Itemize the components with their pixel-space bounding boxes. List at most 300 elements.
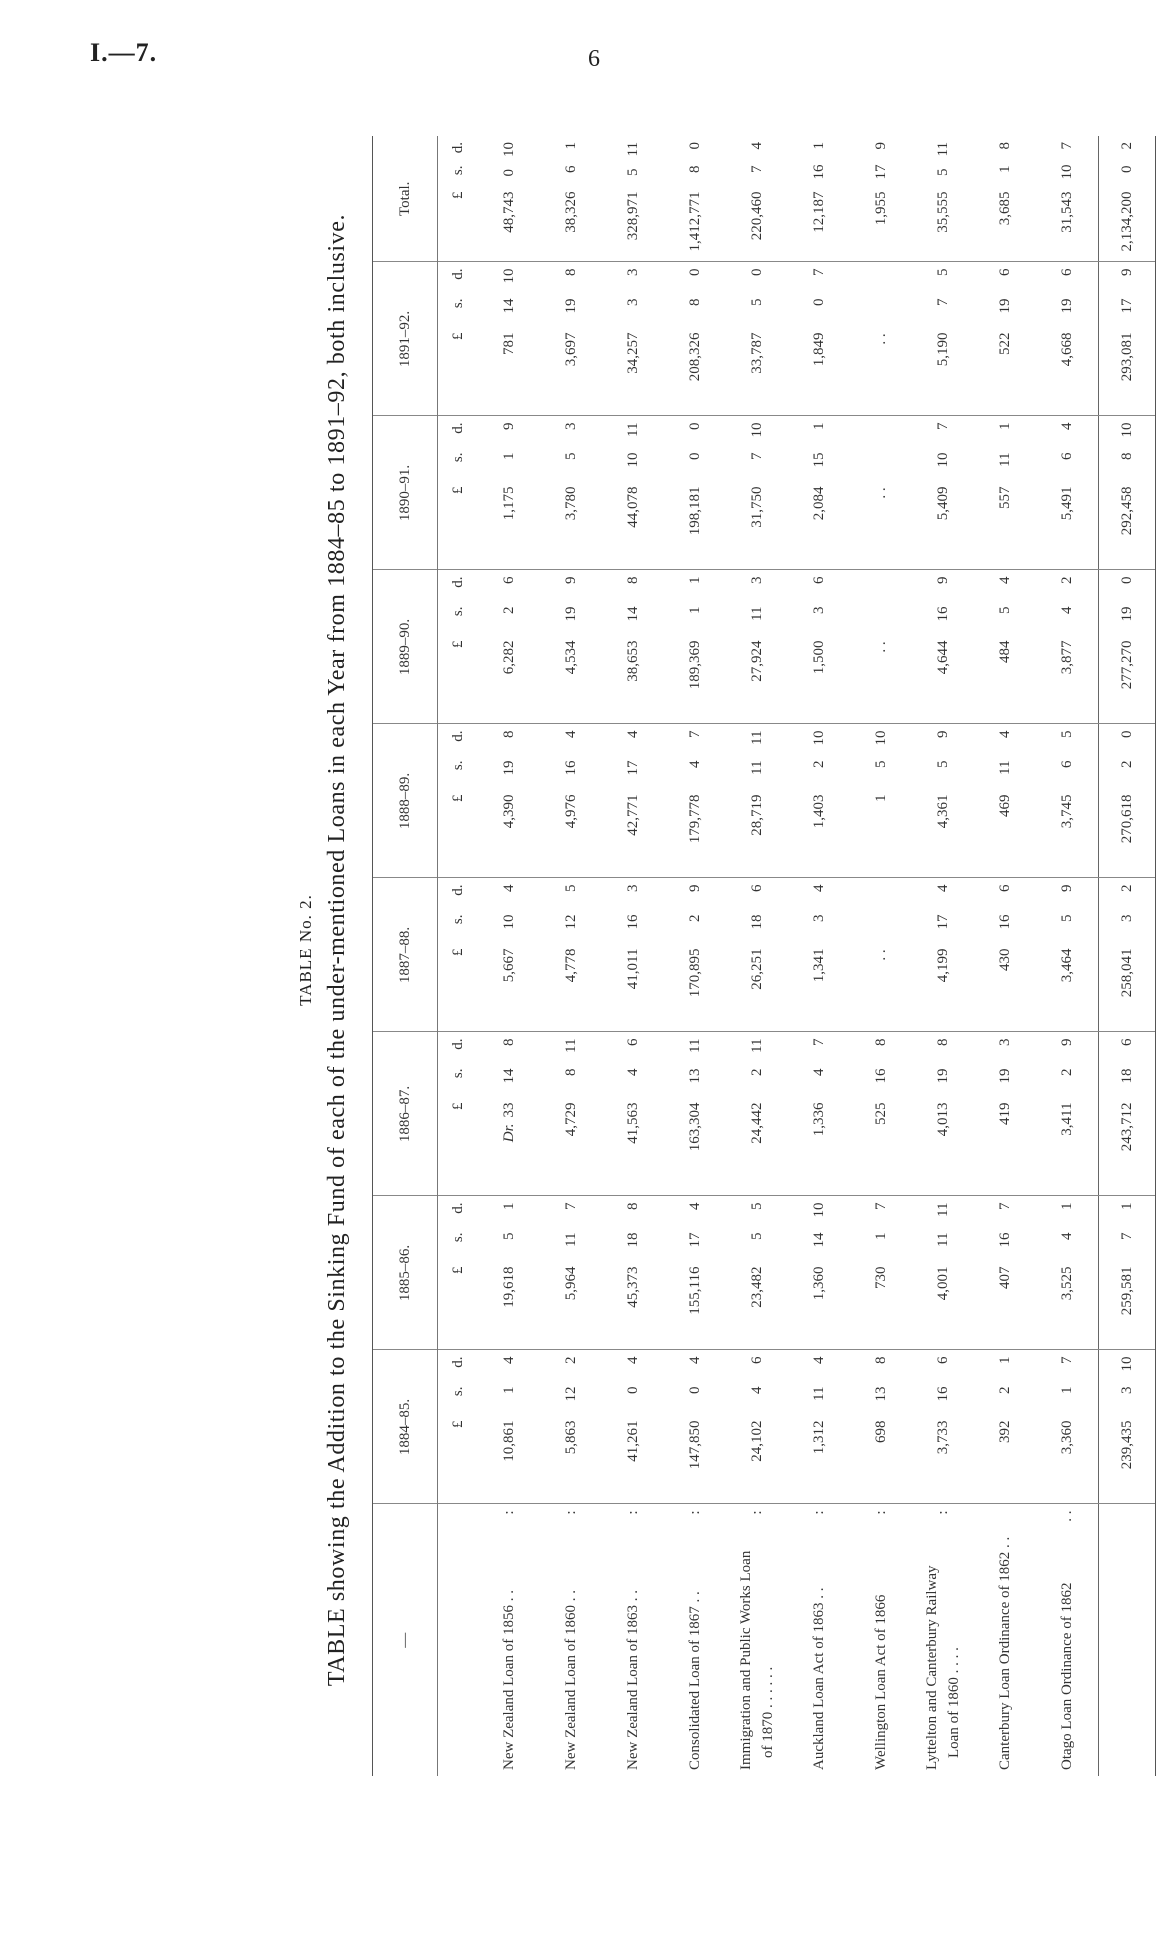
shillings-value: 17 [934, 914, 951, 930]
pounds-value: 1,336 [810, 1102, 827, 1137]
pounds-value: 781 [500, 332, 517, 355]
leader-dots: : [935, 1510, 951, 1515]
shillings-value: 16 [810, 164, 827, 180]
pound-unit: £ [449, 486, 466, 494]
amount-cell [478, 262, 540, 416]
shillings-value: 19 [500, 760, 517, 776]
loan-label [664, 1504, 726, 1776]
amount-cell [1099, 262, 1156, 416]
loan-label [974, 1504, 1036, 1776]
shillings-value: 8 [562, 1068, 579, 1076]
shillings-value: 3 [1118, 1386, 1135, 1394]
totals-label-blank [1099, 1504, 1156, 1776]
amount-cell [974, 878, 1036, 1032]
shillings-value: 19 [562, 606, 579, 622]
loan-row [788, 136, 850, 1776]
unit-header [438, 724, 479, 878]
year-header: 1884–85. [373, 1350, 438, 1504]
pence-value: 8 [996, 142, 1013, 150]
pounds-value: 522 [996, 332, 1013, 355]
shilling-unit: s. [449, 760, 466, 771]
year-header: 1886–87. [373, 1032, 438, 1196]
year-header: 1889–90. [373, 570, 438, 724]
shillings-value: 17 [1118, 298, 1135, 314]
shillings-value: 11 [562, 1232, 579, 1247]
pence-value: 4 [996, 576, 1013, 584]
pence-value: 0 [1118, 730, 1135, 738]
shillings-value: 5 [1058, 914, 1075, 922]
shillings-value: 5 [934, 168, 951, 176]
shillings-value: 2 [1118, 760, 1135, 768]
amount-cell [478, 1032, 540, 1196]
loan-label [478, 1504, 540, 1776]
pounds-value: 5,190 [934, 332, 951, 367]
pence-value: 1 [810, 142, 827, 150]
shillings-value: 4 [810, 1068, 827, 1076]
pence-value: 11 [624, 422, 641, 437]
pence-value: 8 [872, 1356, 889, 1364]
amount-cell [912, 136, 974, 262]
shillings-value: 6 [1058, 760, 1075, 768]
amount-cell [850, 724, 912, 878]
shillings-value: 16 [934, 606, 951, 622]
pence-value: 10 [500, 142, 517, 157]
loan-row [478, 136, 540, 1776]
loan-name: Wellington Loan Act of 1866 [873, 1594, 889, 1770]
amount-cell [540, 878, 602, 1032]
pounds-value: 469 [996, 794, 1013, 817]
shillings-value: 5 [748, 298, 765, 306]
shillings-value: 19 [996, 1068, 1013, 1084]
unit-header [438, 1032, 479, 1196]
amount-cell [850, 262, 912, 416]
shillings-value: 2 [810, 760, 827, 768]
shillings-value: 8 [686, 298, 703, 306]
pence-value: 11 [562, 1038, 579, 1053]
shilling-unit: s. [449, 606, 466, 617]
pence-value: 6 [1118, 1038, 1135, 1046]
shillings-value: 17 [624, 760, 641, 776]
unit-header [438, 136, 479, 262]
shillings-value: 13 [686, 1068, 703, 1084]
amount-cell [850, 1032, 912, 1196]
shillings-value: 16 [996, 914, 1013, 930]
debit-prefix: Dr. [500, 1123, 517, 1143]
nil-mark: . . [872, 487, 889, 499]
nil-mark: . . [872, 641, 889, 653]
amount-cell [602, 878, 664, 1032]
shillings-value: 18 [748, 914, 765, 930]
pence-unit: d. [449, 142, 466, 154]
loan-name: Canterbury Loan Ordinance of 1862 . . [997, 1536, 1013, 1770]
shillings-value: 3 [810, 914, 827, 922]
pence-value: 6 [810, 576, 827, 584]
amount-cell [1036, 1350, 1099, 1504]
amount-cell [602, 570, 664, 724]
nil-mark: . . [872, 949, 889, 961]
shillings-value: 12 [562, 914, 579, 930]
amount-cell [1036, 570, 1099, 724]
pounds-value: 10,861 [500, 1420, 517, 1462]
loan-name: Auckland Loan Act of 1863 . . [811, 1587, 827, 1770]
pounds-value: 419 [996, 1102, 1013, 1125]
shillings-value: 1 [500, 452, 517, 460]
pence-value: 7 [686, 730, 703, 738]
amount-cell [664, 878, 726, 1032]
pence-unit: d. [449, 884, 466, 896]
pounds-value: 4,976 [562, 794, 579, 829]
amount-cell [788, 136, 850, 262]
pence-value: 7 [562, 1202, 579, 1210]
amount-cell [540, 1196, 602, 1350]
pence-value: 5 [934, 268, 951, 276]
amount-cell [664, 570, 726, 724]
pounds-value: 208,326 [686, 332, 703, 382]
loan-label [1036, 1504, 1099, 1776]
pounds-value: 1 [872, 794, 889, 802]
amount-cell [974, 1032, 1036, 1196]
shillings-value: 2 [686, 914, 703, 922]
pence-value: 5 [748, 1202, 765, 1210]
pounds-value: 35,555 [934, 191, 951, 233]
amount-cell [478, 136, 540, 262]
pounds-value: 41,563 [624, 1102, 641, 1144]
nil-mark: . . [872, 333, 889, 345]
shillings-value: 18 [1118, 1068, 1135, 1084]
amount-cell [1099, 724, 1156, 878]
shillings-value: 4 [686, 760, 703, 768]
pounds-value: 243,712 [1118, 1102, 1135, 1152]
loan-name: New Zealand Loan of 1863 . . [625, 1590, 641, 1770]
amount-cell [602, 1032, 664, 1196]
loan-name: New Zealand Loan of 1860 . . [563, 1590, 579, 1770]
pence-value: 11 [748, 1038, 765, 1053]
pence-value: 2 [562, 1356, 579, 1364]
shillings-value: 5 [624, 168, 641, 176]
pence-value: 6 [1058, 268, 1075, 276]
shillings-value: 5 [872, 760, 889, 768]
amount-cell [974, 570, 1036, 724]
shillings-value: 4 [1058, 606, 1075, 614]
pence-value: 9 [934, 576, 951, 584]
pounds-value: 147,850 [686, 1420, 703, 1470]
pounds-value: 525 [872, 1102, 889, 1125]
pence-value: 10 [872, 730, 889, 746]
unit-header [438, 262, 479, 416]
pence-value: 3 [996, 1038, 1013, 1046]
pence-value: 7 [810, 268, 827, 276]
loan-row [664, 136, 726, 1776]
shillings-value: 11 [996, 452, 1013, 467]
shillings-value: 7 [748, 165, 765, 173]
pence-value: 6 [996, 268, 1013, 276]
pounds-value: 3,733 [934, 1420, 951, 1455]
pounds-value: 1,175 [500, 486, 517, 521]
pounds-value: 27,924 [748, 640, 765, 682]
pound-unit: £ [449, 1266, 466, 1274]
pence-value: 0 [686, 422, 703, 430]
pence-value: 6 [748, 884, 765, 892]
amount-cell [850, 570, 912, 724]
pence-value: 1 [996, 1356, 1013, 1364]
pence-value: 6 [934, 1356, 951, 1364]
pounds-value: 277,270 [1118, 640, 1135, 690]
pence-value: 1 [1118, 1202, 1135, 1210]
pence-value: 6 [500, 576, 517, 584]
pounds-value: 698 [872, 1420, 889, 1443]
pence-value: 9 [872, 142, 889, 150]
unit-header [438, 1196, 479, 1350]
pounds-value: 2,084 [810, 486, 827, 521]
loan-label [602, 1504, 664, 1776]
unit-header-blank [438, 1504, 479, 1776]
shilling-unit: s. [449, 1386, 466, 1397]
amount-cell [1099, 136, 1156, 262]
amount-cell [912, 570, 974, 724]
pence-value: 10 [810, 1202, 827, 1218]
shillings-value: 14 [500, 1068, 517, 1084]
amount-cell [850, 878, 912, 1032]
amount-cell [664, 1032, 726, 1196]
amount-cell [1036, 136, 1099, 262]
pence-value: 10 [748, 422, 765, 438]
shillings-value: 1 [872, 1232, 889, 1240]
pounds-value: 328,971 [624, 191, 641, 241]
shillings-value: 19 [1058, 298, 1075, 314]
pounds-value: 4,778 [562, 948, 579, 983]
amount-cell [540, 1032, 602, 1196]
amount-cell [540, 416, 602, 570]
shillings-value: 0 [686, 1386, 703, 1394]
amount-cell [726, 724, 788, 878]
pounds-value: 19,618 [500, 1266, 517, 1308]
pence-value: 9 [1058, 884, 1075, 892]
pence-value: 1 [500, 1202, 517, 1210]
amount-cell [726, 136, 788, 262]
pence-value: 5 [1058, 730, 1075, 738]
amount-cell [664, 416, 726, 570]
pounds-value: 4,729 [562, 1102, 579, 1137]
pounds-value: 34,257 [624, 332, 641, 374]
pounds-value: 179,778 [686, 794, 703, 844]
pence-value: 10 [810, 730, 827, 746]
amount-cell [1099, 416, 1156, 570]
year-header: 1885–86. [373, 1196, 438, 1350]
pence-value: 4 [996, 730, 1013, 738]
shillings-value: 10 [624, 452, 641, 468]
pence-value: 0 [1118, 576, 1135, 584]
pence-value: 4 [500, 884, 517, 892]
shillings-value: 18 [624, 1232, 641, 1248]
shillings-value: 2 [748, 1068, 765, 1076]
pence-value: 8 [934, 1038, 951, 1046]
leader-dots: : [625, 1510, 641, 1515]
leader-dots: : [749, 1510, 765, 1515]
pounds-value: 3,525 [1058, 1266, 1075, 1301]
pence-value: 9 [686, 884, 703, 892]
pence-value: 3 [624, 884, 641, 892]
pounds-value: 3,745 [1058, 794, 1075, 829]
pounds-value: 5,863 [562, 1420, 579, 1455]
amount-cell [1036, 416, 1099, 570]
shillings-value: 10 [1058, 164, 1075, 180]
pounds-value: 3,697 [562, 332, 579, 367]
loan-name-cont: Loan of 1860 . . . . [946, 1647, 962, 1758]
pounds-value: 3,780 [562, 486, 579, 521]
amount-cell [788, 878, 850, 1032]
totals-row [1099, 136, 1156, 1776]
amount-cell [726, 416, 788, 570]
amount-cell [850, 1196, 912, 1350]
shilling-unit: s. [449, 914, 466, 925]
pence-value: 7 [810, 1038, 827, 1046]
pounds-value: 3,685 [996, 191, 1013, 226]
shillings-value: 0 [624, 1386, 641, 1394]
amount-cell [974, 262, 1036, 416]
shillings-value: 7 [934, 298, 951, 306]
pence-value: 3 [562, 422, 579, 430]
loan-name-cont: of 1870 . . . . . . [760, 1666, 776, 1758]
unit-header [438, 1350, 479, 1504]
loan-name: Otago Loan Ordinance of 1862 [1059, 1582, 1075, 1770]
shillings-value: 19 [562, 298, 579, 314]
leader-dots: : [501, 1510, 517, 1515]
amount-cell [602, 416, 664, 570]
pence-unit: d. [449, 576, 466, 588]
loan-row [1036, 136, 1099, 1776]
pence-value: 9 [562, 576, 579, 584]
pence-value: 4 [624, 1356, 641, 1364]
shillings-value: 19 [1118, 606, 1135, 622]
shillings-value: 2 [1058, 1068, 1075, 1076]
pound-unit: £ [449, 1420, 466, 1428]
year-header: 1891–92. [373, 262, 438, 416]
amount-cell [726, 1032, 788, 1196]
shillings-value: 14 [810, 1232, 827, 1248]
shillings-value: 5 [748, 1232, 765, 1240]
pence-unit: d. [449, 1202, 466, 1214]
pence-value: 7 [996, 1202, 1013, 1210]
leader-dots: : [811, 1510, 827, 1515]
pence-unit: d. [449, 422, 466, 434]
amount-cell [1099, 878, 1156, 1032]
shillings-value: 16 [872, 1068, 889, 1084]
shilling-unit: s. [449, 165, 466, 176]
amount-cell [974, 416, 1036, 570]
amount-cell [602, 724, 664, 878]
sinking-fund-table [372, 136, 1156, 1776]
shillings-value: 8 [686, 165, 703, 173]
amount-cell [788, 1196, 850, 1350]
amount-cell [664, 136, 726, 262]
pounds-value: 163,304 [686, 1102, 703, 1152]
shillings-value: 15 [810, 452, 827, 468]
pounds-value: 5,667 [500, 948, 517, 983]
pounds-value: 4,644 [934, 640, 951, 675]
shillings-value: 1 [1058, 1386, 1075, 1394]
pounds-value: 239,435 [1118, 1420, 1135, 1470]
page-reference: I.—7. [90, 38, 158, 67]
shillings-value: 14 [624, 606, 641, 622]
amount-cell [788, 570, 850, 724]
pence-value: 8 [562, 268, 579, 276]
shilling-unit: s. [449, 1232, 466, 1243]
loan-name: New Zealand Loan of 1856 . . [501, 1590, 517, 1770]
loan-row [602, 136, 664, 1776]
pence-value: 11 [934, 1202, 951, 1217]
pound-unit: £ [449, 794, 466, 802]
unit-header [438, 570, 479, 724]
shillings-value: 0 [686, 452, 703, 460]
pence-value: 1 [996, 422, 1013, 430]
pounds-value: 4,361 [934, 794, 951, 829]
amount-cell [850, 1350, 912, 1504]
pence-value: 4 [686, 1356, 703, 1364]
year-header: 1888–89. [373, 724, 438, 878]
pounds-value: 5,409 [934, 486, 951, 521]
amount-cell [1099, 1196, 1156, 1350]
amount-cell [1036, 724, 1099, 878]
pounds-value: 1,849 [810, 332, 827, 367]
shillings-value: 7 [748, 452, 765, 460]
shillings-value: 0 [810, 298, 827, 306]
pence-value: 4 [686, 1202, 703, 1210]
pence-value: 6 [624, 1038, 641, 1046]
pence-value: 7 [934, 422, 951, 430]
pence-value: 2 [1118, 884, 1135, 892]
loan-row [540, 136, 602, 1776]
amount-cell [540, 136, 602, 262]
loan-row [726, 136, 788, 1776]
pounds-value: 6,282 [500, 640, 517, 675]
amount-cell [726, 878, 788, 1032]
pounds-value: 270,618 [1118, 794, 1135, 844]
pence-value: 4 [624, 730, 641, 738]
pence-value: 8 [624, 576, 641, 584]
pence-value: 9 [1118, 268, 1135, 276]
pounds-value: 293,081 [1118, 332, 1135, 382]
shillings-value: 4 [624, 1068, 641, 1076]
amount-cell [788, 262, 850, 416]
pence-value: 8 [624, 1202, 641, 1210]
pence-unit: d. [449, 1356, 466, 1368]
loan-row [850, 136, 912, 1776]
loan-label [540, 1504, 602, 1776]
amount-cell [788, 416, 850, 570]
shillings-value: 11 [748, 606, 765, 621]
amount-cell [664, 262, 726, 416]
shilling-unit: s. [449, 298, 466, 309]
pence-value: 2 [1058, 576, 1075, 584]
pence-value: 4 [810, 884, 827, 892]
pence-value: 11 [686, 1038, 703, 1053]
pence-value: 9 [934, 730, 951, 738]
pounds-value: 23,482 [748, 1266, 765, 1308]
shillings-value: 2 [500, 606, 517, 614]
table-title: TABLE showing the Addition to the Sinking Fund of each of the under-mentioned Loans in each Year from 1884–85 to 1891–92, both inclusive. [324, 213, 350, 1687]
pence-value: 0 [686, 268, 703, 276]
shillings-value: 17 [872, 164, 889, 180]
loan-name: Immigration and Public Works Loan [738, 1550, 754, 1770]
pounds-value: 24,442 [748, 1102, 765, 1144]
pound-unit: £ [449, 640, 466, 648]
pound-unit: £ [449, 191, 466, 199]
pound-unit: £ [449, 1102, 466, 1110]
amount-cell [1099, 1350, 1156, 1504]
amount-cell [912, 1032, 974, 1196]
corner-header: — [373, 1504, 438, 1776]
shillings-value: 1 [686, 606, 703, 614]
